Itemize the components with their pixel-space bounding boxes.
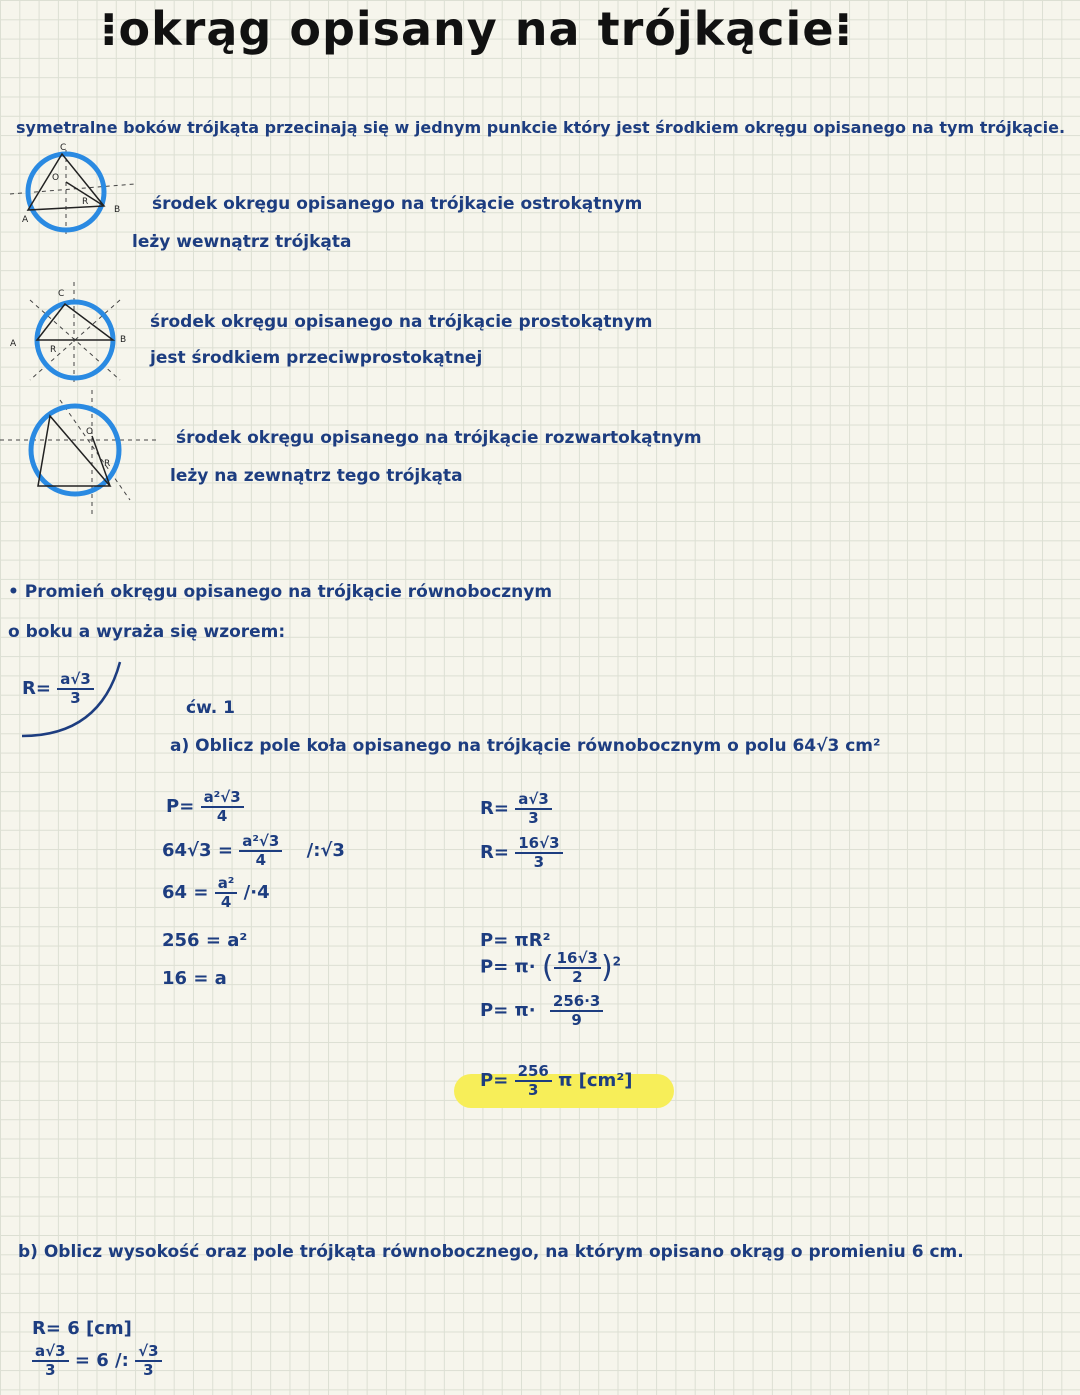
p-2-lhs: P= π· xyxy=(480,956,536,978)
b-2-op-den: 3 xyxy=(143,1361,154,1379)
radius-formula-num: a√3 xyxy=(57,672,94,690)
right-triangle-diagram xyxy=(10,280,140,390)
b-2-num: a√3 xyxy=(32,1344,69,1362)
acute-label-b: B xyxy=(114,205,121,215)
step-circle-simplify xyxy=(480,994,603,1028)
step-a-value: 16 = a xyxy=(162,968,227,989)
exercise-b-task: b) Oblicz wysokość oraz pole trójkąta równobocznego, na którym opisano okrąg o promieniu 6 cm. xyxy=(18,1242,964,1262)
step-substitute xyxy=(162,834,345,868)
acute-label-c: C xyxy=(60,143,67,153)
p-2-den: 2 xyxy=(572,967,583,986)
b-equation xyxy=(32,1344,162,1378)
p-2-num: 16√3 xyxy=(554,951,601,969)
obtuse-label-o: O xyxy=(86,427,94,437)
p-4-lhs: P= xyxy=(480,1070,509,1091)
r-2-num: 16√3 xyxy=(515,836,562,854)
r-1-lhs: R= xyxy=(480,798,509,819)
b-radius: R= 6 [cm] xyxy=(32,1318,132,1339)
r-2-lhs: R= xyxy=(480,842,509,863)
step-1-num: a²√3 xyxy=(201,790,244,808)
formula-bracket xyxy=(20,660,130,740)
obtuse-line-2: leży na zewnątrz tego trójkąta xyxy=(170,466,463,486)
b-2-op-num: √3 xyxy=(135,1344,161,1362)
p-2-exp: 2 xyxy=(612,954,622,969)
radius-note-line-1: • Promień okręgu opisanego na trójkącie równobocznym xyxy=(8,582,553,602)
acute-label-r: R xyxy=(82,197,89,207)
b-2-op: /: xyxy=(115,1350,129,1371)
step-a-squared: 256 = a² xyxy=(162,930,248,951)
p-4-num: 256 xyxy=(515,1064,552,1082)
r-2-den: 3 xyxy=(533,853,545,871)
right-label-a: A xyxy=(10,339,17,349)
obtuse-label-r: R xyxy=(104,459,111,469)
right-label-r: R xyxy=(50,345,57,355)
right-triangle xyxy=(37,304,113,340)
r-1-num: a√3 xyxy=(515,792,552,810)
step-r-formula xyxy=(480,792,552,826)
exercise-a-task: a) Oblicz pole koła opisanego na trójkącie równobocznym o polu 64√3 cm² xyxy=(170,736,881,756)
p-3-lhs: P= π· xyxy=(480,1000,536,1021)
step-circle-sub: P= π· ( $\frac{16√3}{2}$ )$^2$ xyxy=(480,948,622,986)
right-label-c: C xyxy=(58,289,65,299)
step-2-lhs: 64√3 = xyxy=(162,840,233,861)
step-3-op: /·4 xyxy=(243,882,270,903)
intro-text: symetralne boków trójkąta przecinają się w jednym punkcie który jest środkiem okręgu opisanego na tym trójkącie. xyxy=(16,118,1066,137)
acute-label-a: A xyxy=(22,215,29,225)
step-circle-area: P= πR² xyxy=(480,930,551,951)
p-3-den: 9 xyxy=(571,1011,582,1029)
obtuse-line-1: środek okręgu opisanego na trójkącie rozwartokątnym xyxy=(176,428,702,448)
step-r-value xyxy=(480,836,563,870)
obtuse-triangle xyxy=(38,416,110,486)
b-2-den: 3 xyxy=(45,1361,56,1379)
right-line-2: jest środkiem przeciwprostokątnej xyxy=(150,348,483,368)
acute-line-1: środek okręgu opisanego na trójkącie ostrokątnym xyxy=(152,194,643,214)
step-3-den: 4 xyxy=(220,893,232,911)
exercise-label: ćw. 1 xyxy=(186,698,235,718)
p-4-rest: π [cm²] xyxy=(558,1070,633,1091)
step-2-num: a²√3 xyxy=(239,834,282,852)
acute-triangle-diagram xyxy=(10,140,140,240)
b-2-mid: = 6 xyxy=(74,1350,109,1371)
radius-formula-den: 3 xyxy=(70,689,81,707)
radius-note-line-2: o boku a wyraża się wzorem: xyxy=(8,622,286,642)
right-line-1: środek okręgu opisanego na trójkącie prostokątnym xyxy=(150,312,653,332)
step-1-den: 4 xyxy=(216,807,228,825)
step-2-op: /:√3 xyxy=(306,840,345,861)
obtuse-triangle-diagram xyxy=(0,390,160,520)
acute-line-2: leży wewnątrz trójkąta xyxy=(132,232,352,252)
step-3-num: a² xyxy=(215,876,238,894)
step-1-lhs: P= xyxy=(166,796,195,817)
step-3-lhs: 64 = xyxy=(162,882,209,903)
step-circle-answer xyxy=(480,1064,632,1098)
acute-label-o: O xyxy=(52,173,60,183)
step-2-den: 4 xyxy=(255,851,266,869)
p-4-den: 3 xyxy=(528,1081,539,1099)
step-divide xyxy=(162,876,270,910)
r-1-den: 3 xyxy=(528,809,539,827)
step-area-formula xyxy=(166,790,244,824)
page-title: ⁝okrąg opisany na trójkącie⁝ xyxy=(100,2,853,56)
right-label-b: B xyxy=(120,335,127,345)
radius-formula-lhs: R= xyxy=(22,678,51,699)
p-3-num: 256·3 xyxy=(550,994,603,1012)
